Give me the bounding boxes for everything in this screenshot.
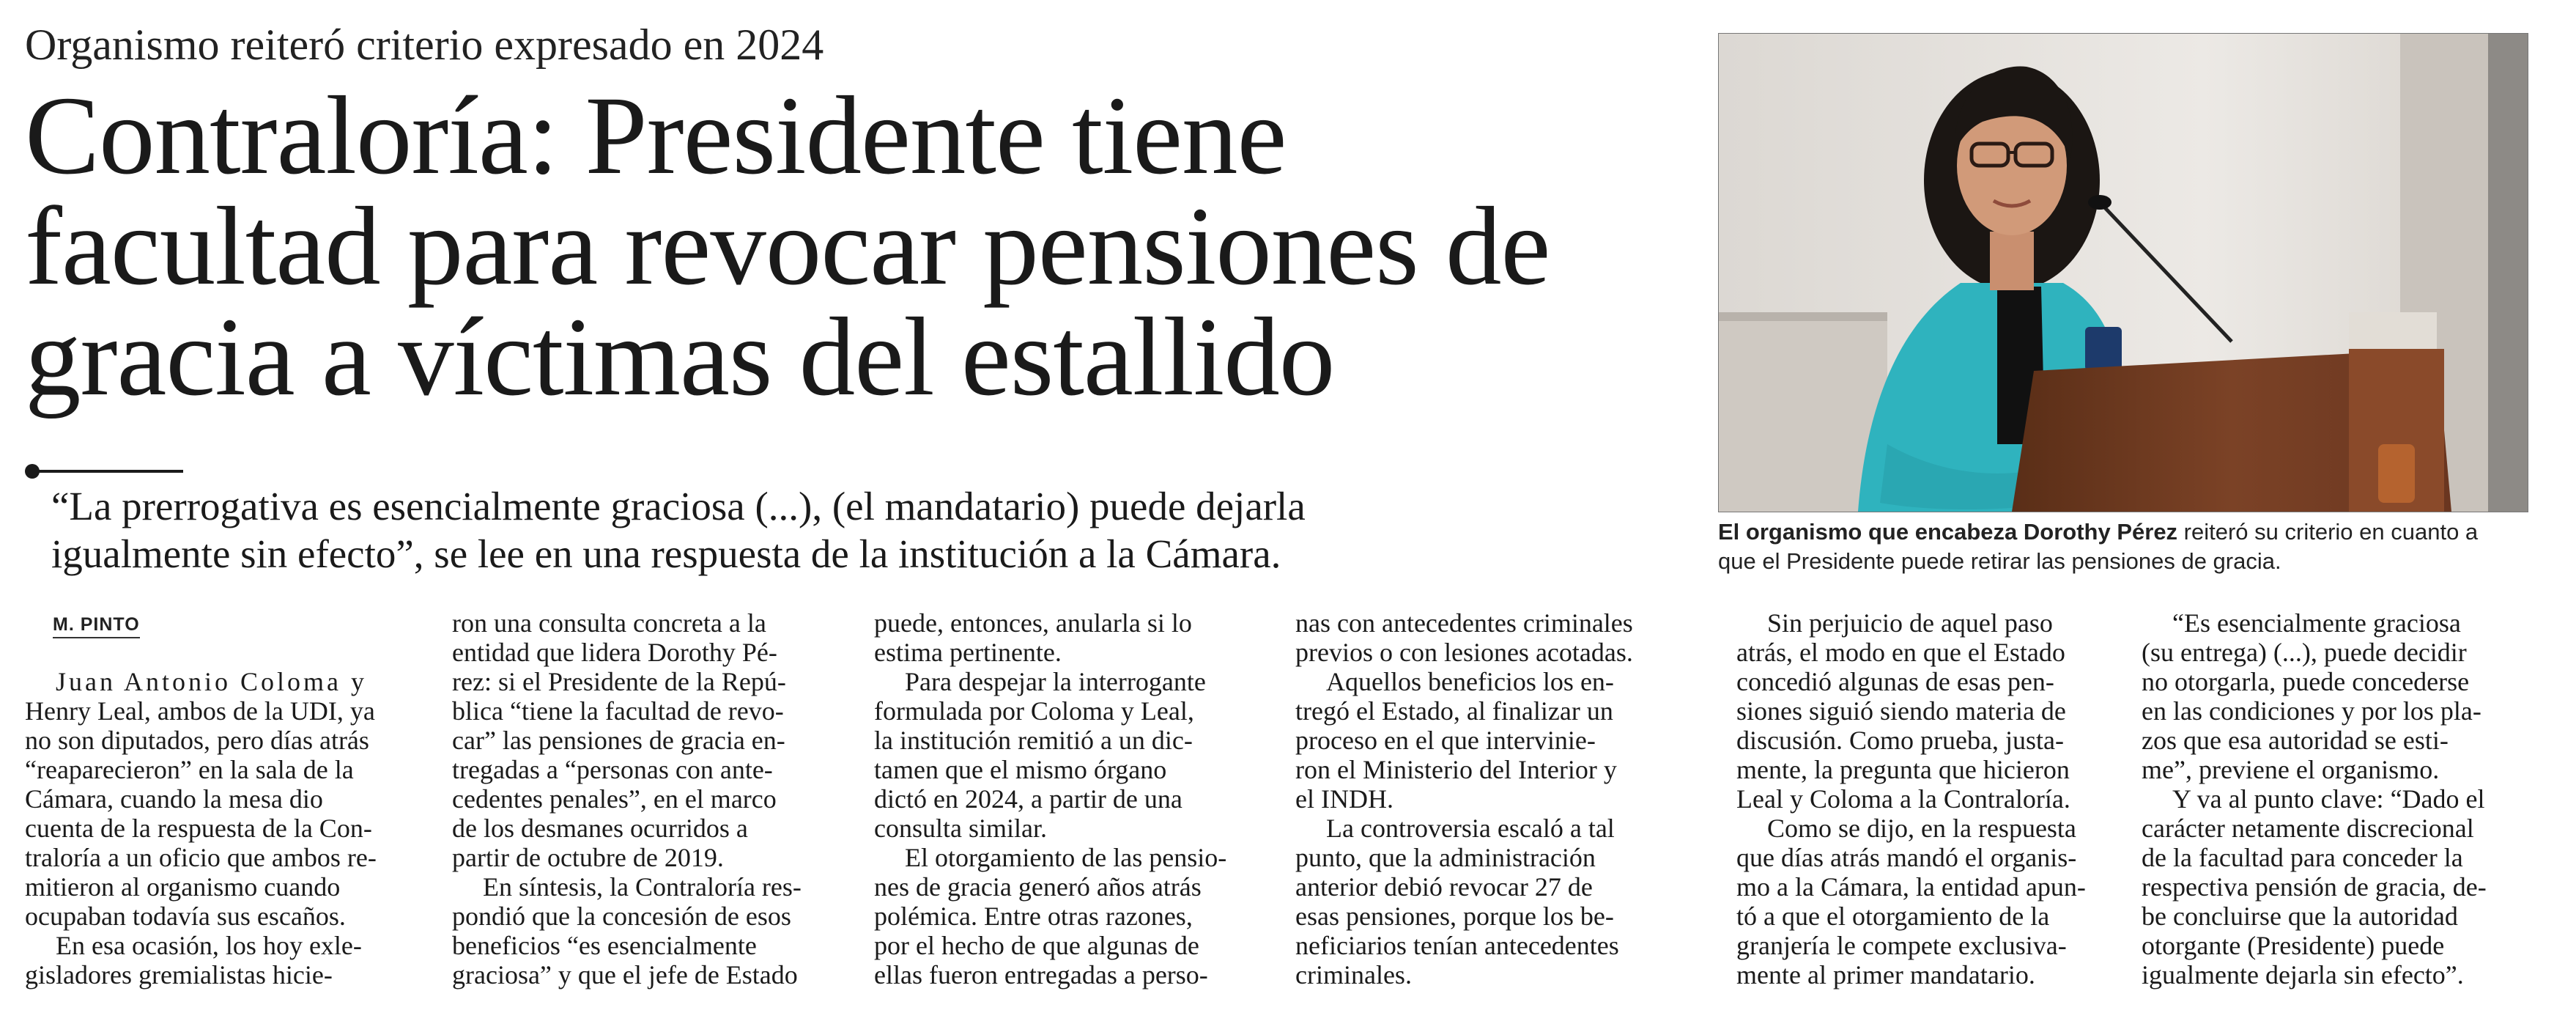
body-line: cedentes penales”, en el marco — [452, 784, 777, 814]
body-line: “Es esencialmente graciosa — [2172, 608, 2461, 638]
body-line: entidad que lidera Dorothy Pé- — [452, 638, 777, 667]
body-line: tó a que el otorgamiento de la — [1736, 902, 2050, 931]
body-line: mo a la Cámara, la entidad apun- — [1736, 872, 2086, 902]
caption-line — [1718, 517, 2531, 547]
body-line: mitieron al organismo cuando — [25, 872, 341, 902]
body-line: criminales. — [1295, 960, 1412, 989]
body-line: tamen que el mismo órgano — [874, 755, 1167, 784]
body-line: nas con antecedentes criminales — [1295, 608, 1633, 638]
body-line: no otorgarla, puede concederse — [2142, 667, 2470, 696]
article-kicker: Organismo reiteró criterio expresado en 2024 — [25, 21, 824, 69]
body-column-4 — [1295, 608, 1676, 989]
body-line: Como se dijo, en la respuesta — [1767, 814, 2076, 843]
body-line: neficiarios tenían antecedentes — [1295, 931, 1619, 960]
body-line: ellas fueron entregadas a perso- — [874, 960, 1208, 989]
body-line: carácter netamente discrecional — [2142, 814, 2474, 843]
body-line: de los desmanes ocurridos a — [452, 814, 748, 843]
pull-quote-line: igualmente sin efecto”, se lee en una respuesta de la institución a la Cámara. — [51, 531, 1281, 576]
body-line: “reaparecieron” en la sala de la — [25, 755, 354, 784]
body-line: Henry Leal, ambos de la UDI, ya — [25, 696, 375, 726]
body-line: En esa ocasión, los hoy exle- — [56, 931, 362, 960]
body-line: igualmente dejarla sin efecto”. — [2142, 960, 2464, 989]
body-line: previos o con lesiones acotadas. — [1295, 638, 1633, 667]
body-line: el INDH. — [1295, 784, 1394, 814]
pull-quote-line: “La prerrogativa es esencialmente graciosa (...), (el mandatario) puede dejarla — [51, 484, 1306, 528]
body-line: beneficios “es esencialmente — [452, 931, 757, 960]
body-line: En síntesis, la Contraloría res- — [483, 872, 802, 902]
body-line: esas pensiones, porque los be- — [1295, 902, 1614, 931]
body-line: puede, entonces, anularla si lo — [874, 608, 1192, 638]
body-line: graciosa” y que el jefe de Estado — [452, 960, 798, 989]
body-line: siones siguió siendo materia de — [1736, 696, 2066, 726]
body-line: polémica. Entre otras razones, — [874, 902, 1193, 931]
body-line: tregó el Estado, al finalizar un — [1295, 696, 1613, 726]
body-line: ron una consulta concreta a la — [452, 608, 766, 638]
body-line: mente al primer mandatario. — [1736, 960, 2035, 989]
caption-line: que el Presidente puede retirar las pensiones de gracia. — [1718, 548, 2281, 574]
body-line: blica “tiene la facultad de revo- — [452, 696, 784, 726]
body-line: pondió que la concesión de esos — [452, 902, 791, 931]
body-line: Juan Antonio Coloma y — [56, 667, 367, 696]
body-line: mente, la pregunta que hicieron — [1736, 755, 2070, 784]
body-line: ocupaban todavía sus escaños. — [25, 902, 346, 931]
body-line: rez: si el Presidente de la Repú- — [452, 667, 786, 696]
byline: M. PINTO — [53, 614, 140, 638]
photo-caption — [1718, 517, 2531, 576]
body-line: granjería le compete exclusiva- — [1736, 931, 2067, 960]
headline-line: facultad para revocar pensiones de — [25, 185, 1550, 309]
body-line: traloría a un oficio que ambos re- — [25, 843, 377, 872]
body-line: Aquellos beneficios los en- — [1326, 667, 1614, 696]
body-line: por el hecho de que algunas de — [874, 931, 1199, 960]
headline-line: gracia a víctimas del estallido — [25, 295, 1335, 419]
body-line: estima pertinente. — [874, 638, 1062, 667]
body-line: cuenta de la respuesta de la Con- — [25, 814, 372, 843]
body-line: concedió algunas de esas pen- — [1736, 667, 2054, 696]
body-line: La controversia escaló a tal — [1326, 814, 1615, 843]
divider-line — [37, 470, 183, 473]
body-line: consulta similar. — [874, 814, 1047, 843]
body-line: car” las pensiones de gracia en- — [452, 726, 785, 755]
headline-line: Contraloría: Presidente tiene — [25, 74, 1287, 198]
body-line: partir de octubre de 2019. — [452, 843, 724, 872]
body-line: Para despejar la interrogante — [905, 667, 1206, 696]
body-line: ron el Ministerio del Interior y — [1295, 755, 1617, 784]
caption-rest: reiteró su criterio en cuanto a — [2177, 519, 2479, 545]
body-line: (su entrega) (...), puede decidir — [2142, 638, 2467, 667]
body-line: proceso en el que intervinie- — [1295, 726, 1596, 755]
body-column-1 — [25, 667, 410, 989]
body-line: anterior debió revocar 27 de — [1295, 872, 1593, 902]
caption-bold: El organismo que encabeza Dorothy Pérez — [1718, 519, 2178, 545]
body-line: be concluirse que la autoridad — [2142, 902, 2458, 931]
body-line: nes de gracia generó años atrás — [874, 872, 1202, 902]
body-line: punto, que la administración — [1295, 843, 1596, 872]
body-line: no son diputados, pero días atrás — [25, 726, 369, 755]
body-line: otorgante (Presidente) puede — [2142, 931, 2445, 960]
body-line: El otorgamiento de las pensio- — [905, 843, 1227, 872]
body-line: la institución remitió a un dic- — [874, 726, 1193, 755]
article-photo — [1718, 33, 2528, 512]
pull-quote — [51, 482, 1700, 578]
body-line: gisladores gremialistas hicie- — [25, 960, 333, 989]
body-line: Y va al punto clave: “Dado el — [2172, 784, 2485, 814]
body-line: me”, previene el organismo. — [2142, 755, 2440, 784]
body-column-5 — [1736, 608, 2117, 989]
headline — [25, 74, 1710, 419]
body-line: que días atrás mandó el organis- — [1736, 843, 2077, 872]
body-line: tregadas a “personas con ante- — [452, 755, 773, 784]
body-column-3 — [874, 608, 1255, 989]
body-line: Leal y Coloma a la Contraloría. — [1736, 784, 2070, 814]
body-line: respectiva pensión de gracia, de- — [2142, 872, 2487, 902]
body-line: discusión. Como prueba, justa- — [1736, 726, 2064, 755]
body-column-6 — [2142, 608, 2537, 989]
body-column-2 — [452, 608, 833, 989]
body-line: en las condiciones y por los pla- — [2142, 696, 2481, 726]
body-line: Cámara, cuando la mesa dio — [25, 784, 323, 814]
body-line: de la facultad para conceder la — [2142, 843, 2463, 872]
body-line: atrás, el modo en que el Estado — [1736, 638, 2065, 667]
body-line: dictó en 2024, a partir de una — [874, 784, 1182, 814]
body-line: Sin perjuicio de aquel paso — [1767, 608, 2053, 638]
body-line: zos que esa autoridad se esti- — [2142, 726, 2449, 755]
body-line: formulada por Coloma y Leal, — [874, 696, 1194, 726]
